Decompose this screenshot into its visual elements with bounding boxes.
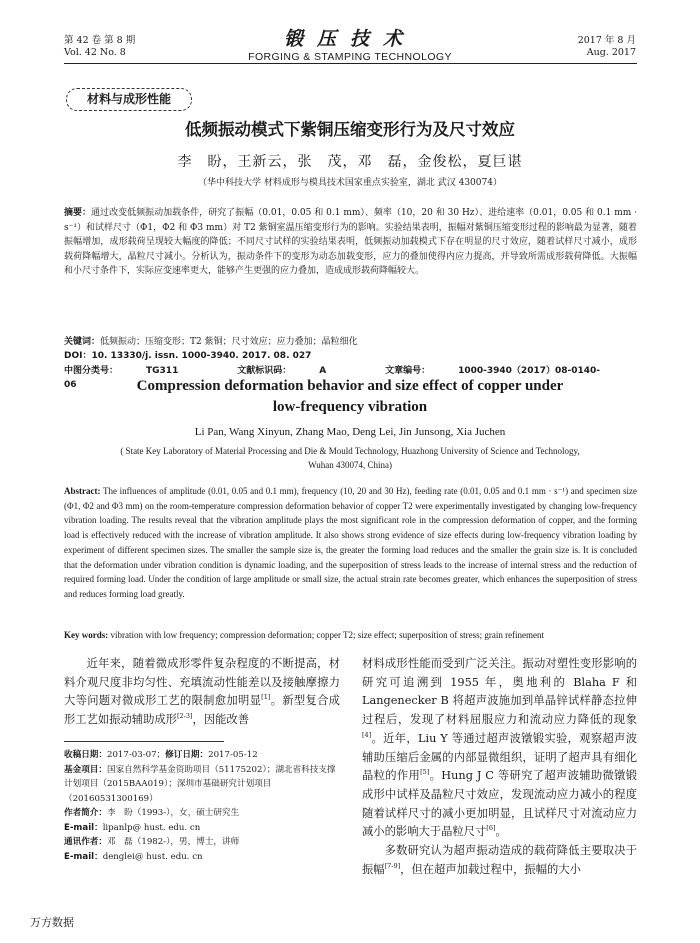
footnote-text: 邓 磊（1982-），男，博士，讲师 [106, 837, 240, 847]
paper-title-en [0, 376, 700, 418]
affiliation-cn: （华中科技大学 材料成形与模具技术国家重点实验室，湖北 武汉 430074） [198, 178, 502, 188]
doi-line [64, 349, 637, 363]
doi-value: 10. 13330/j. issn. 1000-3940. 2017. 08. 027 [91, 351, 312, 361]
body-text: 近年来，随着微成形零件复杂程度的不断提高，材料介观尺度非均匀性、充填流动性能差以及接触摩擦力大等问题对微成形工艺的限制愈加明显 [64, 657, 340, 708]
watermark-text: 万方数据 [30, 916, 74, 929]
body-text: 多数研究认为超声振动造成的载荷降低主要取决于振幅 [362, 844, 637, 876]
header-date-en: Aug. 2017 [586, 47, 636, 58]
keywords-en [64, 628, 637, 642]
body-paragraph [362, 842, 637, 879]
footnote-author [64, 806, 340, 821]
footnote-label: E-mail： [64, 822, 103, 833]
footnote-corresponding [64, 835, 340, 850]
body-text: 材料成形性能而受到广泛关注。振动对塑性变形影响的研究可追溯到 1955 年，奥地利的 Blaha F 和 Langenecker B 将超声波施加到单晶锌试样静态拉伸过程后，发现了材料屈服应力和流动应力降低的现象 [362, 657, 637, 727]
header-volume-cn: 第 42 卷 第 8 期 [64, 35, 136, 46]
abstract-en-label: Abstract: [64, 486, 101, 496]
footnote-label: 基金项目： [64, 764, 107, 775]
body-column-right [362, 655, 637, 879]
body-text: ，但在超声加载过程中，振幅的大小 [400, 862, 581, 876]
body-text: ，因能改善 [192, 713, 250, 727]
doc-code-label: 文献标识码： [237, 366, 292, 376]
footnote-text: 2017-05-12 [208, 750, 258, 760]
header-rule [64, 63, 637, 64]
paper-title-cn: 低频振动模式下紫铜压缩变形行为及尺寸效应 [185, 120, 515, 139]
body-text: 。Hung J C 等研究了超声波辅助微镦锻成形中试样及晶粒尺寸效应，发现流动应力减小的程度随着试样尺寸的减小更加明显，且试样尺寸对流动应力减小的影响大于晶粒尺寸 [362, 769, 637, 839]
footnote-dates [64, 748, 340, 763]
footnote-label: 通讯作者： [64, 837, 107, 847]
authors-en: Li Pan, Wang Xinyun, Zhang Mao, Deng Lei, Jin Junsong, Xia Juchen [194, 426, 506, 438]
email-link[interactable]: lipanlp@ hust. edu. cn [102, 822, 201, 833]
journal-logo: 锻压技术 [283, 28, 416, 50]
article-no-label: 文章编号： [385, 366, 431, 376]
abstract-en-text: The influences of amplitude (0.01, 0.05 and 0.1 mm), frequency (10, 20 and 30 Hz), feeding rate (0.01, 0.05 and 0.1 mm · s⁻¹) and specimen size (Φ1, Φ2 and Φ3 mm) on the room-temperature compression deformation behavior of copper T2 were experimentally investigated by changing low-frequency vibration loading. The results reveal that the vibration amplitude plays the most significant role in the compression deformation of copper, and the forming load is effectively reduced with the increase of vibration amplitude. It also shows strong evidence of size effects during low-frequency vibration loading by experiment of different specimen sizes. The smaller the sample size is, the greater the forming load reduces and the smaller the grain size is. It is concluded that the deformation under vibration condition is dynamic loading, and the superposition of stress leads to the increase of internal stress and the reduction of required forming load. Under the condition of large amplitude or small size, the actual strain rate becomes greater, which enhances the superposition of stress and reduces forming load greatly. [64, 486, 637, 599]
body-paragraph [64, 655, 340, 730]
keywords-en-text: vibration with low frequency; compression deformation; copper T2; size effect; superposition of stress; grain refinement [110, 630, 545, 640]
header-date [578, 35, 636, 59]
body-text: 。新型复合成形工艺如振动辅助成形 [64, 694, 340, 727]
abstract-en [64, 484, 637, 602]
class-label: 中图分类号： [64, 366, 119, 376]
abstract-cn-text: 通过改变低频振动加载条件，研究了振幅（0.01，0.05 和 0.1 mm）、频率（10，20 和 30 Hz）、进给速率（0.01，0.05 和 0.1 mm · s⁻¹）和试样尺寸（Φ1，Φ2 和 Φ3 mm）对 T2 紫铜室温压缩变形行为的影响。实验结果表明，振幅对紫铜压缩变形过程的影响最为显著，随着振幅增加，成形载荷呈现较大幅度的降低；不同尺寸试样的实验结果表明，低频振动加载模式下存在明显的尺寸效应，随着试样尺寸减小，成形载荷降幅增大，晶粒尺寸减小。分析认为，振动条件下的变形为动态加载变形，应力的叠加使得内应力提高，并导致所需成形载荷降低。大振幅和小尺寸条件下，实际应变速率更大，能够产生更强的应力叠加，造成成形载荷降幅较大。 [64, 208, 637, 277]
article-no-value: 1000-3940（2017）08-0140-06 [64, 366, 601, 390]
paper-title-en-line1: Compression deformation behavior and size effect of copper under [136, 378, 564, 394]
doc-code-value: A [319, 366, 327, 376]
keywords-cn-label: 关键词： [64, 337, 101, 347]
citation-ref: [2-3] [176, 712, 193, 721]
authors-cn: 李 盼，王新云，张 茂，邓 磊，金俊松，夏巨谌 [177, 154, 523, 170]
header-volume-en: Vol. 42 No. 8 [64, 47, 126, 58]
section-badge: 材料与成形性能 [66, 88, 192, 111]
citation-ref: [1] [261, 693, 271, 702]
keywords-en-label: Key words: [64, 630, 109, 640]
affiliation-en [100, 444, 600, 472]
paper-title-en-line2: low-frequency vibration [272, 399, 428, 415]
footnote-label: 作者简介： [64, 808, 107, 818]
body-text: 。 [495, 825, 507, 839]
email-link[interactable]: denglei@ hust. edu. cn [102, 851, 203, 862]
keywords-cn-text: 低频振动；压缩变形；T2 紫铜；尺寸效应；应力叠加；晶粒细化 [100, 337, 358, 347]
footnote-label: E-mail： [64, 851, 103, 862]
footnote-label: 修订日期： [165, 750, 209, 760]
citation-ref: [5] [420, 768, 430, 777]
header-date-cn: 2017 年 8 月 [577, 35, 636, 46]
affiliation-en-line1: ( State Key Laboratory of Material Processing and Die & Mould Technology, Huazhong University of Science and Technology, [120, 446, 580, 456]
footnotes [64, 748, 340, 864]
class-value: TG311 [146, 366, 179, 376]
footnote-label: 收稿日期： [64, 750, 107, 760]
body-text: 。近年，Liu Y 等通过超声波镦锻实验，观察超声波辅助压缩后金属的内部显微组织，证明了超声具有细化晶粒的作用 [362, 731, 637, 783]
footnote-text: 国家自然科学基金资助项目（51175202）；湖北省科技支撑计划项目（2015BAA019）；深圳市基础研究计划项目（20160531300169） [64, 764, 336, 804]
footnote-text: 2017-03-07； [106, 750, 166, 760]
footnote-fund [64, 763, 340, 807]
journal-english-name: FORGING & STAMPING TECHNOLOGY [248, 51, 452, 63]
citation-ref: [4] [362, 731, 372, 740]
doi-label: DOI： [64, 351, 92, 361]
footnote-email-corresponding [64, 850, 340, 865]
affiliation-en-line2: Wuhan 430074, China) [308, 460, 392, 470]
footnote-rule [64, 741, 224, 742]
footnote-email-author [64, 821, 340, 836]
body-paragraph [362, 655, 637, 842]
citation-ref: [6] [486, 824, 496, 833]
abstract-cn-label: 摘要： [64, 208, 92, 218]
body-column-left [64, 655, 340, 730]
keywords-cn [64, 335, 637, 349]
abstract-cn [64, 206, 637, 279]
footnote-text: 李 盼（1993-），女，硕士研究生 [106, 808, 240, 818]
citation-ref: [7-9] [384, 861, 401, 870]
